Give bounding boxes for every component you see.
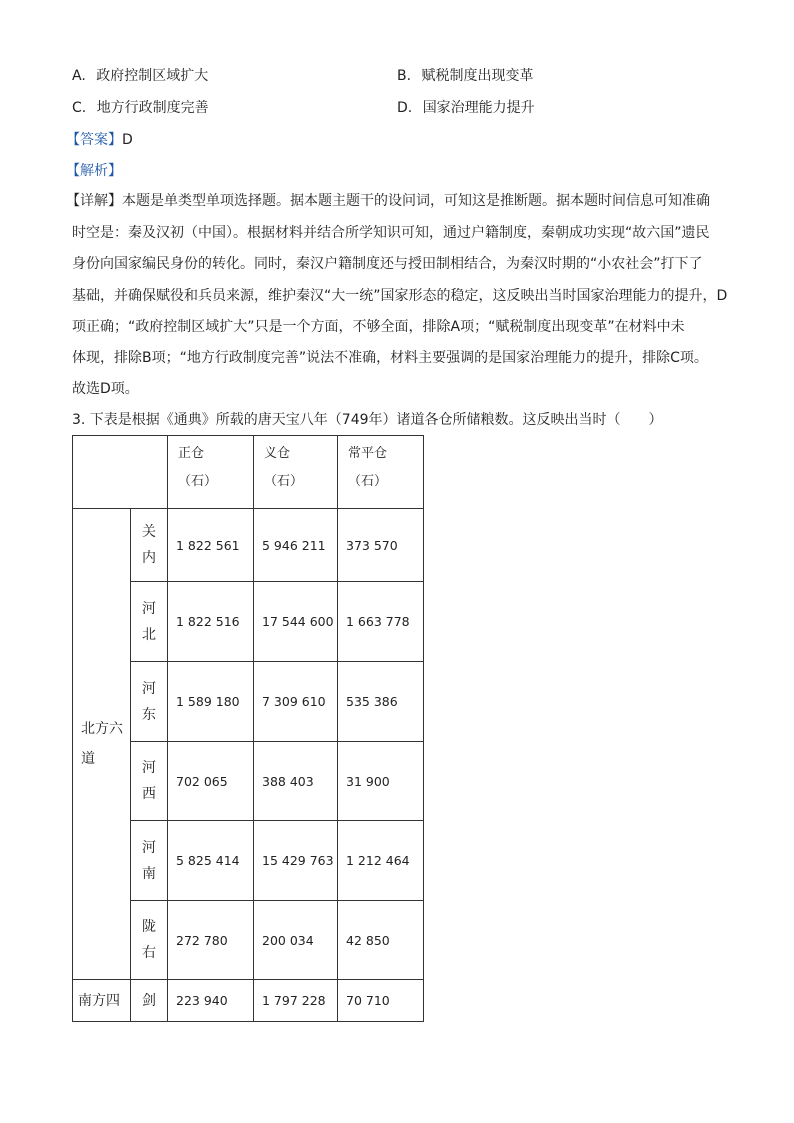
question-3-stem: 3. 下表是根据《通典》所载的唐天宝八年（749年）诸道各仓所储粮数。这反映出当时（ ）: [72, 412, 663, 428]
option-b-letter: B.: [397, 68, 412, 84]
option-c-letter: C.: [72, 100, 87, 116]
table-row: [73, 509, 424, 582]
region-char-2: 右: [142, 945, 156, 961]
yi-value: 17 544 600: [254, 582, 338, 662]
region-char-1: 河: [142, 680, 156, 697]
option-a-text: 政府控制区域扩大: [96, 68, 209, 84]
detail-text-1: 本题是单类型单项选择题。据本题主题干的设问词，可知这是推断题。据本题时间信息可知准确: [122, 193, 710, 209]
yi-value: 1 797 228: [254, 980, 338, 1022]
header-empty-cell: [73, 436, 168, 509]
detail-line-1: [66, 191, 710, 211]
header-yi-name: 义仓: [264, 446, 291, 461]
header-yi: [254, 436, 338, 509]
group-north-line2: 道: [81, 751, 95, 767]
region-char-2: 东: [142, 706, 156, 723]
region-cell: 剑: [131, 980, 168, 1022]
answer-value: D: [122, 132, 133, 148]
region-cell: [131, 662, 168, 742]
detail-line-7: 故选D项。: [72, 381, 139, 397]
zheng-value: 223 940: [168, 980, 254, 1022]
option-d-letter: D.: [397, 100, 413, 116]
yi-value: 15 429 763: [254, 821, 338, 901]
analysis-line: [66, 161, 122, 181]
region-cell: [131, 582, 168, 662]
header-zheng-unit: （石）: [178, 474, 218, 489]
detail-line-2: 时空是：秦及汉初（中国）。根据材料并结合所学知识可知，通过户籍制度，秦朝成功实现“故六国”遗民: [72, 225, 710, 241]
detail-line-5: 项正确；“政府控制区域扩大”只是一个方面，不够全面，排除A项；“赋税制度出现变革”在材料中未: [72, 319, 685, 335]
changping-value: 535 386: [338, 662, 424, 742]
zheng-value: 702 065: [168, 742, 254, 821]
zheng-value: 1 822 516: [168, 582, 254, 662]
option-c-text: 地方行政制度完善: [96, 100, 209, 116]
region-char-1: 河: [142, 600, 156, 617]
answer-line: [66, 130, 133, 150]
group-north: [73, 509, 131, 980]
region-char-1: 河: [142, 760, 156, 776]
region-char-2: 南: [142, 865, 156, 882]
yi-value: 5 946 211: [254, 509, 338, 582]
table-header-row: [73, 436, 424, 509]
zheng-value: 1 589 180: [168, 662, 254, 742]
group-south: 南方四: [73, 980, 131, 1022]
zheng-value: 1 822 561: [168, 509, 254, 582]
region-char-1: 陇: [142, 919, 156, 935]
region-cell: [131, 742, 168, 821]
region-cell: [131, 901, 168, 980]
zheng-value: 272 780: [168, 901, 254, 980]
option-d-text: 国家治理能力提升: [422, 100, 535, 116]
header-changping-name: 常平仓: [348, 446, 388, 461]
changping-value: 70 710: [338, 980, 424, 1022]
changping-value: 373 570: [338, 509, 424, 582]
detail-line-6: 体现，排除B项；“地方行政制度完善”说法不准确，材料主要强调的是国家治理能力的提升，排除C项。: [72, 350, 708, 366]
detail-label: 【详解】: [66, 193, 122, 209]
header-changping: [338, 436, 424, 509]
option-b: [397, 66, 534, 86]
yi-value: 7 309 610: [254, 662, 338, 742]
detail-line-4: 基础，并确保赋役和兵员来源，维护秦汉“大一统”国家形态的稳定，这反映出当时国家治理能力的提升，D: [72, 288, 728, 304]
option-c: [72, 98, 209, 118]
region-char-2: 北: [142, 626, 156, 643]
header-zheng-name: 正仓: [178, 446, 205, 461]
region-cell: [131, 509, 168, 582]
detail-line-3: 身份向国家编民身份的转化。同时，秦汉户籍制度还与授田制相结合，为秦汉时期的“小农社会”打下了: [72, 256, 703, 272]
changping-value: 1 663 778: [338, 582, 424, 662]
grain-storage-table: [72, 435, 424, 1022]
header-yi-unit: （石）: [264, 474, 304, 489]
zheng-value: 5 825 414: [168, 821, 254, 901]
yi-value: 388 403: [254, 742, 338, 821]
region-char-2: 内: [142, 550, 156, 566]
region-char-1: 关: [142, 524, 156, 540]
region-char-1: 河: [142, 839, 156, 856]
answer-label: 【答案】: [66, 132, 122, 148]
table-row: [73, 980, 424, 1022]
group-north-line1: 北方六: [81, 721, 123, 737]
changping-value: 42 850: [338, 901, 424, 980]
option-a-letter: A.: [72, 68, 86, 84]
option-b-text: 赋税制度出现变革: [421, 68, 534, 84]
option-a: [72, 66, 208, 86]
region-cell: [131, 821, 168, 901]
changping-value: 1 212 464: [338, 821, 424, 901]
region-char-2: 西: [142, 786, 156, 802]
changping-value: 31 900: [338, 742, 424, 821]
analysis-label: 【解析】: [66, 163, 122, 179]
yi-value: 200 034: [254, 901, 338, 980]
option-d: [397, 98, 535, 118]
header-changping-unit: （石）: [348, 474, 388, 489]
header-zheng: [168, 436, 254, 509]
